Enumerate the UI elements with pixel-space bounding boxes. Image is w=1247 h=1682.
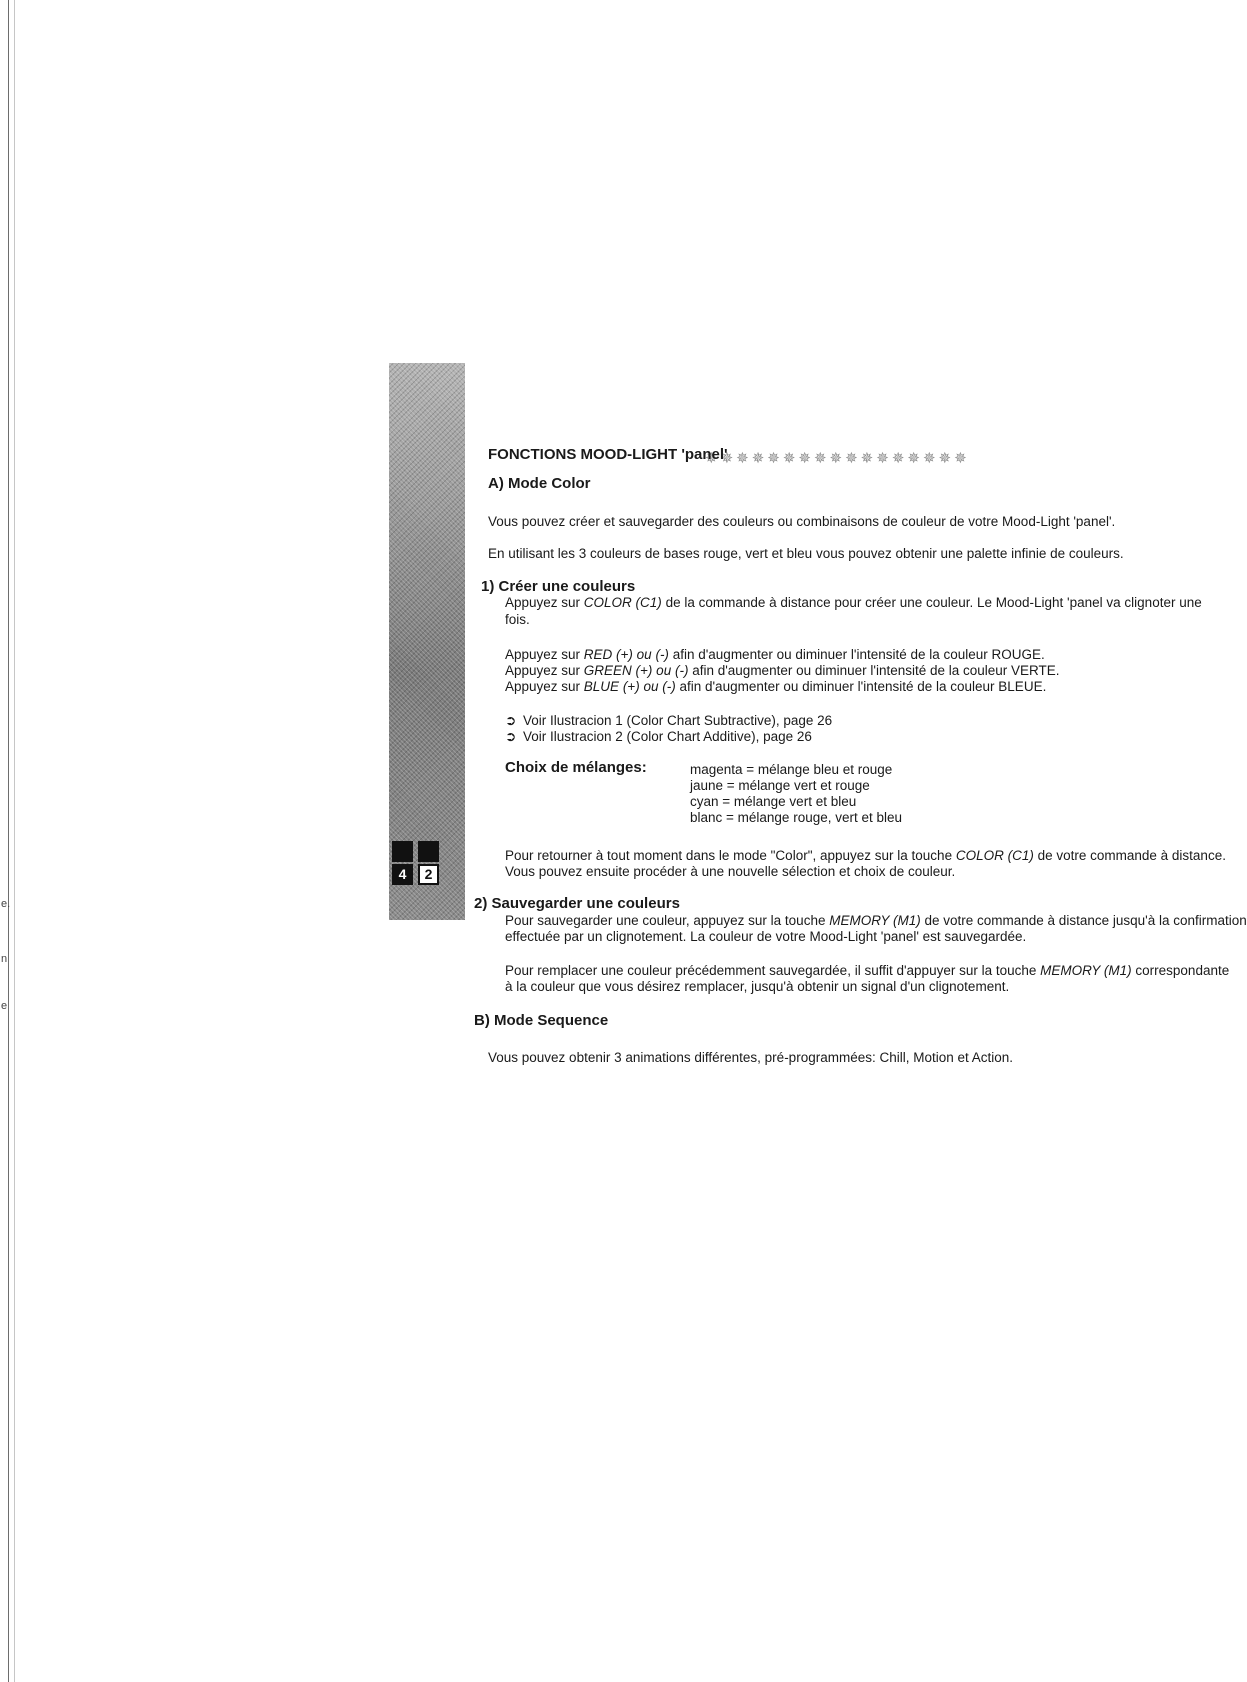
- mix-label: Choix de mélanges:: [505, 759, 647, 776]
- page-number-digit: 4: [392, 864, 413, 885]
- blue-instruction: Appuyez sur BLUE (+) ou (-) afin d'augmenter ou diminuer l'intensité de la couleur BLEUE.: [505, 679, 1047, 694]
- step-2-heading: 2) Sauvegarder une couleurs: [474, 895, 680, 912]
- step-1-text: fois.: [505, 612, 530, 627]
- section-b-heading: B) Mode Sequence: [474, 1012, 609, 1029]
- save-text: Pour sauvegarder une couleur, appuyez sur la touche MEMORY (M1) de votre commande à distance jusqu'à la confirmation: [505, 913, 1247, 928]
- arrow-right-icon: ➲: [505, 713, 517, 728]
- return-text: Vous pouvez ensuite procéder à une nouvelle sélection et choix de couleur.: [505, 864, 956, 879]
- see-reference: ➲ Voir Ilustracion 1 (Color Chart Subtractive), page 26: [505, 713, 833, 728]
- margin-mark: n: [1, 953, 8, 965]
- mix-item: blanc = mélange rouge, vert et bleu: [690, 810, 903, 825]
- margin-mark: e.: [1, 898, 11, 910]
- section-b-text: Vous pouvez obtenir 3 animations différentes, pré-programmées: Chill, Motion et Action.: [488, 1050, 1014, 1065]
- mix-item: jaune = mélange vert et rouge: [690, 778, 870, 793]
- arrow-right-icon: ➲: [505, 729, 517, 744]
- mix-item: magenta = mélange bleu et rouge: [690, 762, 893, 777]
- mix-item: cyan = mélange vert et bleu: [690, 794, 857, 809]
- section-a-intro: En utilisant les 3 couleurs de bases rouge, vert et bleu vous pouvez obtenir une palette infinie de couleurs.: [488, 546, 1124, 561]
- page-title: FONCTIONS MOOD-LIGHT 'panel': [488, 446, 728, 463]
- green-instruction: Appuyez sur GREEN (+) ou (-) afin d'augmenter ou diminuer l'intensité de la couleur VERTE.: [505, 663, 1060, 678]
- red-instruction: Appuyez sur RED (+) ou (-) afin d'augmenter ou diminuer l'intensité de la couleur ROUGE.: [505, 647, 1045, 662]
- return-text: Pour retourner à tout moment dans le mode "Color", appuyez sur la touche COLOR (C1) de votre commande à distance.: [505, 848, 1226, 863]
- see-reference: ➲ Voir Ilustracion 2 (Color Chart Additive), page 26: [505, 729, 812, 744]
- save-text: effectuée par un clignotement. La couleur de votre Mood-Light 'panel' est sauvegardée.: [505, 929, 1027, 944]
- scan-edge: [8, 0, 9, 1682]
- page-marker-block: [418, 841, 439, 862]
- section-a-heading: A) Mode Color: [488, 475, 591, 492]
- page-marker-block: [392, 841, 413, 862]
- section-a-intro: Vous pouvez créer et sauvegarder des couleurs ou combinaisons de couleur de votre Mood-Light 'panel'.: [488, 514, 1116, 529]
- title-ornament: ✵✵✵✵✵✵✵✵✵✵✵✵✵✵✵✵✵: [705, 450, 970, 467]
- replace-text: à la couleur que vous désirez remplacer, jusqu'à obtenir un signal d'un clignotement.: [505, 979, 1010, 994]
- page-number-digit: 2: [418, 864, 439, 885]
- scan-edge-inner: [14, 0, 15, 1682]
- chapter-sidebar: [389, 363, 465, 920]
- replace-text: Pour remplacer une couleur précédemment sauvegardée, il suffit d'appuyer sur la touche MEMORY (M1) correspondante: [505, 963, 1230, 978]
- step-1-text: Appuyez sur COLOR (C1) de la commande à distance pour créer une couleur. Le Mood-Light 'panel va clignoter une: [505, 595, 1202, 610]
- step-1-heading: 1) Créer une couleurs: [481, 578, 636, 595]
- margin-mark: e: [1, 1000, 8, 1012]
